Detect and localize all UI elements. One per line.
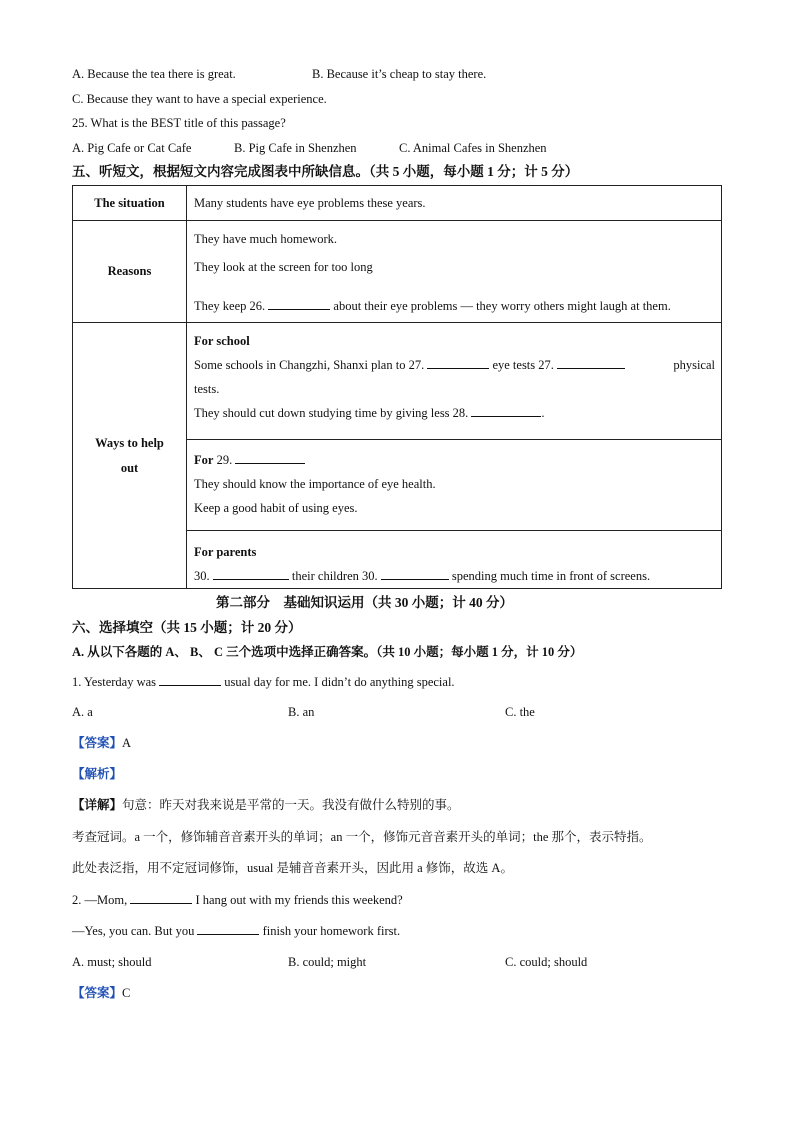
for-school-title: For school (194, 334, 250, 348)
for-29-line-1: They should know the importance of eye health. (194, 477, 436, 491)
reasons-label: Reasons (73, 221, 187, 323)
ways-label: Ways to help out (73, 323, 187, 589)
for-29-title: For 29. (194, 448, 715, 472)
section5-heading: 五、听短文，根据短文内容完成图表中所缺信息。（共 5 小题，每小题 1 分；计 5 分） (72, 164, 579, 179)
blank-26[interactable] (268, 297, 330, 310)
for-school-block (194, 323, 715, 439)
reason-1: They have much homework. (194, 232, 338, 246)
section6-heading: 六、选择填空（共 15 小题；计 20 分） (72, 620, 302, 635)
blank-27a[interactable] (427, 356, 489, 369)
q2-blank-1[interactable] (130, 891, 192, 904)
q25-option-c: C. Animal Cafes in Shenzhen (399, 141, 547, 155)
q1-answer: 【答案】A (72, 736, 132, 750)
blank-30b[interactable] (381, 567, 449, 580)
blank-29[interactable] (235, 451, 305, 464)
q1-explain-1: 考查冠词。a 一个，修饰辅音音素开头的单词；an 一个，修饰元音音素开头的单词；the 那个，表示特指。 (72, 830, 652, 844)
q1-option-b: B. an (288, 705, 315, 719)
blank-28[interactable] (471, 404, 541, 417)
q24-option-c: C. Because they want to have a special experience. (72, 92, 327, 106)
school-line-1: Some schools in Changzhi, Shanxi plan to 27. eye tests 27. physical (194, 358, 715, 372)
q25-option-a: A. Pig Cafe or Cat Cafe (72, 141, 192, 155)
section6-subheading: A. 从以下各题的 A、 B、 C 三个选项中选择正确答案。（共 10 小题；每小题 1 分，计 10 分） (72, 645, 583, 659)
q2-line-1: 2. —Mom, I hang out with my friends this weekend? (72, 893, 403, 907)
q24-option-b: B. Because it’s cheap to stay there. (312, 67, 487, 81)
parents-line: 30. their children 30. spending much time in front of screens. (194, 569, 651, 583)
q2-blank-2[interactable] (197, 922, 259, 935)
eye-problems-table (72, 185, 722, 589)
q2-option-b: B. could; might (288, 955, 367, 969)
q1-option-a: A. a (72, 705, 93, 719)
situation-text: Many students have eye problems these years. (187, 186, 722, 221)
reasons-cell (187, 221, 722, 323)
q1-analysis-label: 【解析】 (72, 767, 123, 781)
q25-option-b: B. Pig Cafe in Shenzhen (234, 141, 357, 155)
for-29-block (194, 440, 715, 530)
q2-option-a: A. must; should (72, 955, 152, 969)
for-29-line-2: Keep a good habit of using eyes. (194, 501, 358, 515)
q1-blank[interactable] (159, 673, 221, 686)
q1-explain-2: 此处表泛指，用不定冠词修饰，usual 是辅音音素开头，因此用 a 修饰，故选 A。 (72, 861, 513, 875)
q1-stem: 1. Yesterday was usual day for me. I didn’t do anything special. (72, 675, 455, 689)
for-parents-title: For parents (194, 545, 257, 559)
blank-30a[interactable] (213, 567, 289, 580)
q2-option-c: C. could; should (505, 955, 588, 969)
blank-27b[interactable] (557, 356, 625, 369)
q24-option-a: A. Because the tea there is great. (72, 67, 236, 81)
reason-3: They keep 26. about their eye problems — they worry others might laugh at them. (194, 299, 671, 313)
part2-heading: 第二部分 基础知识运用（共 30 小题；计 40 分） (216, 595, 513, 610)
q25-stem: 25. What is the BEST title of this passage? (72, 116, 286, 130)
school-line-1-cont: tests. (194, 382, 220, 396)
q2-line-2: —Yes, you can. But you finish your homework first. (72, 924, 401, 938)
ways-cell (187, 323, 722, 589)
school-line-2: They should cut down studying time by giving less 28. . (194, 406, 545, 420)
q1-detail: 【详解】句意：昨天对我来说是平常的一天。我没有做什么特别的事。 (72, 798, 460, 812)
q1-option-c: C. the (505, 705, 535, 719)
for-parents-block (194, 531, 715, 588)
q2-answer: 【答案】C (72, 986, 131, 1000)
reason-2: They look at the screen for too long (194, 260, 373, 274)
situation-label: The situation (73, 186, 187, 221)
